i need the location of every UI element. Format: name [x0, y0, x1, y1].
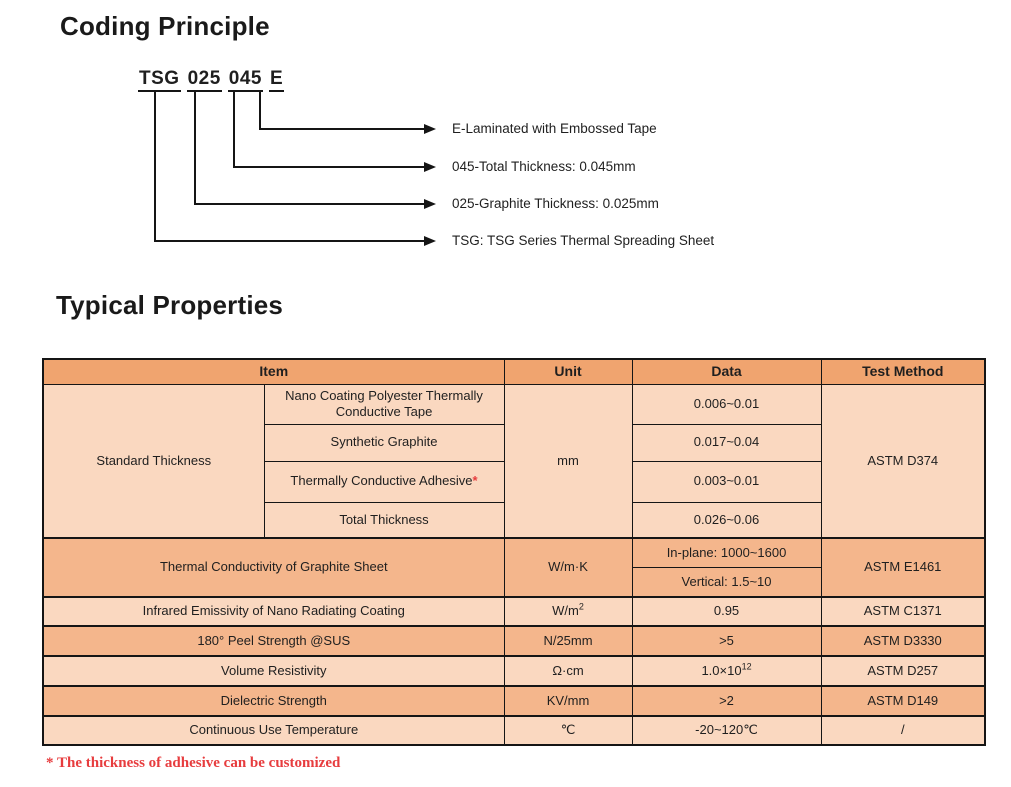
arrow-right-icon — [424, 236, 436, 246]
cell-standard-thickness: Standard Thickness — [43, 384, 264, 538]
table-row-peel-strength — [43, 626, 985, 656]
cell-infrared-data: 0.95 — [632, 597, 821, 626]
arrow-right-icon — [424, 124, 436, 134]
cell-dielectric-unit: KV/mm — [504, 686, 632, 716]
footnote-asterisk: * — [472, 473, 478, 489]
cell-conductive-adhesive-name — [264, 461, 504, 502]
cell-infrared-unit — [504, 597, 632, 626]
cell-peel-item: 180° Peel Strength @SUS — [43, 626, 504, 656]
cell-volume-test-method: ASTM D257 — [821, 656, 985, 686]
cell-thermal-conductivity-unit: W/m·K — [504, 538, 632, 597]
cell-standard-unit: mm — [504, 384, 632, 538]
header-test-method: Test Method — [821, 359, 985, 384]
cell-dielectric-item: Dielectric Strength — [43, 686, 504, 716]
cell-volume-unit: Ω·cm — [504, 656, 632, 686]
product-code — [138, 68, 284, 92]
cell-volume-item: Volume Resistivity — [43, 656, 504, 686]
arrow-right-icon — [424, 199, 436, 209]
code-label-tsg: TSG: TSG Series Thermal Spreading Sheet — [452, 233, 715, 248]
cell-peel-test-method: ASTM D3330 — [821, 626, 985, 656]
unit-base: W/m — [552, 603, 579, 619]
connector-horizontal-045 — [233, 166, 424, 168]
unit-exponent: 2 — [578, 602, 584, 613]
data-exponent: 12 — [741, 661, 752, 672]
connector-horizontal-025 — [194, 203, 424, 205]
cell-thermal-test-method: ASTM E1461 — [821, 538, 985, 597]
code-segment-series: TSG — [138, 69, 181, 92]
arrow-right-icon — [424, 162, 436, 172]
cell-temperature-unit: ℃ — [504, 716, 632, 745]
code-label-e: E-Laminated with Embossed Tape — [452, 121, 657, 136]
cell-thermal-conductivity-item: Thermal Conductivity of Graphite Sheet — [43, 538, 504, 597]
cell-dielectric-data: >2 — [632, 686, 821, 716]
cell-nano-coating-name: Nano Coating Polyester Thermally Conductive Tape — [264, 384, 504, 424]
cell-conductive-adhesive-value: 0.003~0.01 — [632, 461, 821, 502]
table-row-continuous-temperature — [43, 716, 985, 745]
adhesive-label: Thermally Conductive Adhesive — [290, 473, 473, 489]
cell-dielectric-test-method: ASTM D149 — [821, 686, 985, 716]
connector-vertical-045 — [233, 91, 235, 168]
table-row-dielectric-strength — [43, 686, 985, 716]
cell-total-thickness-value: 0.026~0.06 — [632, 502, 821, 538]
typical-properties-table — [42, 358, 986, 746]
typical-properties-title: Typical Properties — [56, 290, 284, 320]
cell-nano-coating-value: 0.006~0.01 — [632, 384, 821, 424]
adhesive-footnote: * The thickness of adhesive can be customized — [46, 755, 341, 771]
code-segment-tape: E — [269, 69, 284, 92]
cell-temperature-data: -20~120℃ — [632, 716, 821, 745]
table-row-thermal-conductivity — [43, 538, 985, 567]
connector-horizontal-tsg — [154, 240, 424, 242]
cell-temperature-test-method: / — [821, 716, 985, 745]
cell-infrared-item: Infrared Emissivity of Nano Radiating Coating — [43, 597, 504, 626]
coding-principle-title: Coding Principle — [60, 11, 270, 41]
code-label-025: 025-Graphite Thickness: 0.025mm — [452, 196, 659, 211]
header-item: Item — [43, 359, 504, 384]
table-header-row — [43, 359, 985, 384]
cell-synthetic-graphite-value: 0.017~0.04 — [632, 424, 821, 461]
code-label-045: 045-Total Thickness: 0.045mm — [452, 159, 636, 174]
cell-synthetic-graphite-name: Synthetic Graphite — [264, 424, 504, 461]
cell-peel-unit: N/25mm — [504, 626, 632, 656]
table-row-volume-resistivity — [43, 656, 985, 686]
connector-vertical-025 — [194, 91, 196, 205]
cell-volume-data — [632, 656, 821, 686]
header-unit: Unit — [504, 359, 632, 384]
connector-horizontal-e — [259, 128, 424, 130]
connector-vertical-e — [259, 91, 261, 130]
table-row-nano-coating — [43, 384, 985, 424]
cell-temperature-item: Continuous Use Temperature — [43, 716, 504, 745]
table-row-infrared-emissivity — [43, 597, 985, 626]
cell-thermal-in-plane: In-plane: 1000~1600 — [632, 538, 821, 567]
cell-standard-test-method: ASTM D374 — [821, 384, 985, 538]
code-segment-total-thickness: 045 — [228, 69, 263, 92]
cell-infrared-test-method: ASTM C1371 — [821, 597, 985, 626]
cell-total-thickness-name: Total Thickness — [264, 502, 504, 538]
cell-peel-data: >5 — [632, 626, 821, 656]
header-data: Data — [632, 359, 821, 384]
connector-vertical-tsg — [154, 91, 156, 242]
code-segment-graphite-thickness: 025 — [187, 69, 222, 92]
data-base: 1.0×10 — [701, 662, 742, 678]
cell-thermal-vertical: Vertical: 1.5~10 — [632, 567, 821, 597]
